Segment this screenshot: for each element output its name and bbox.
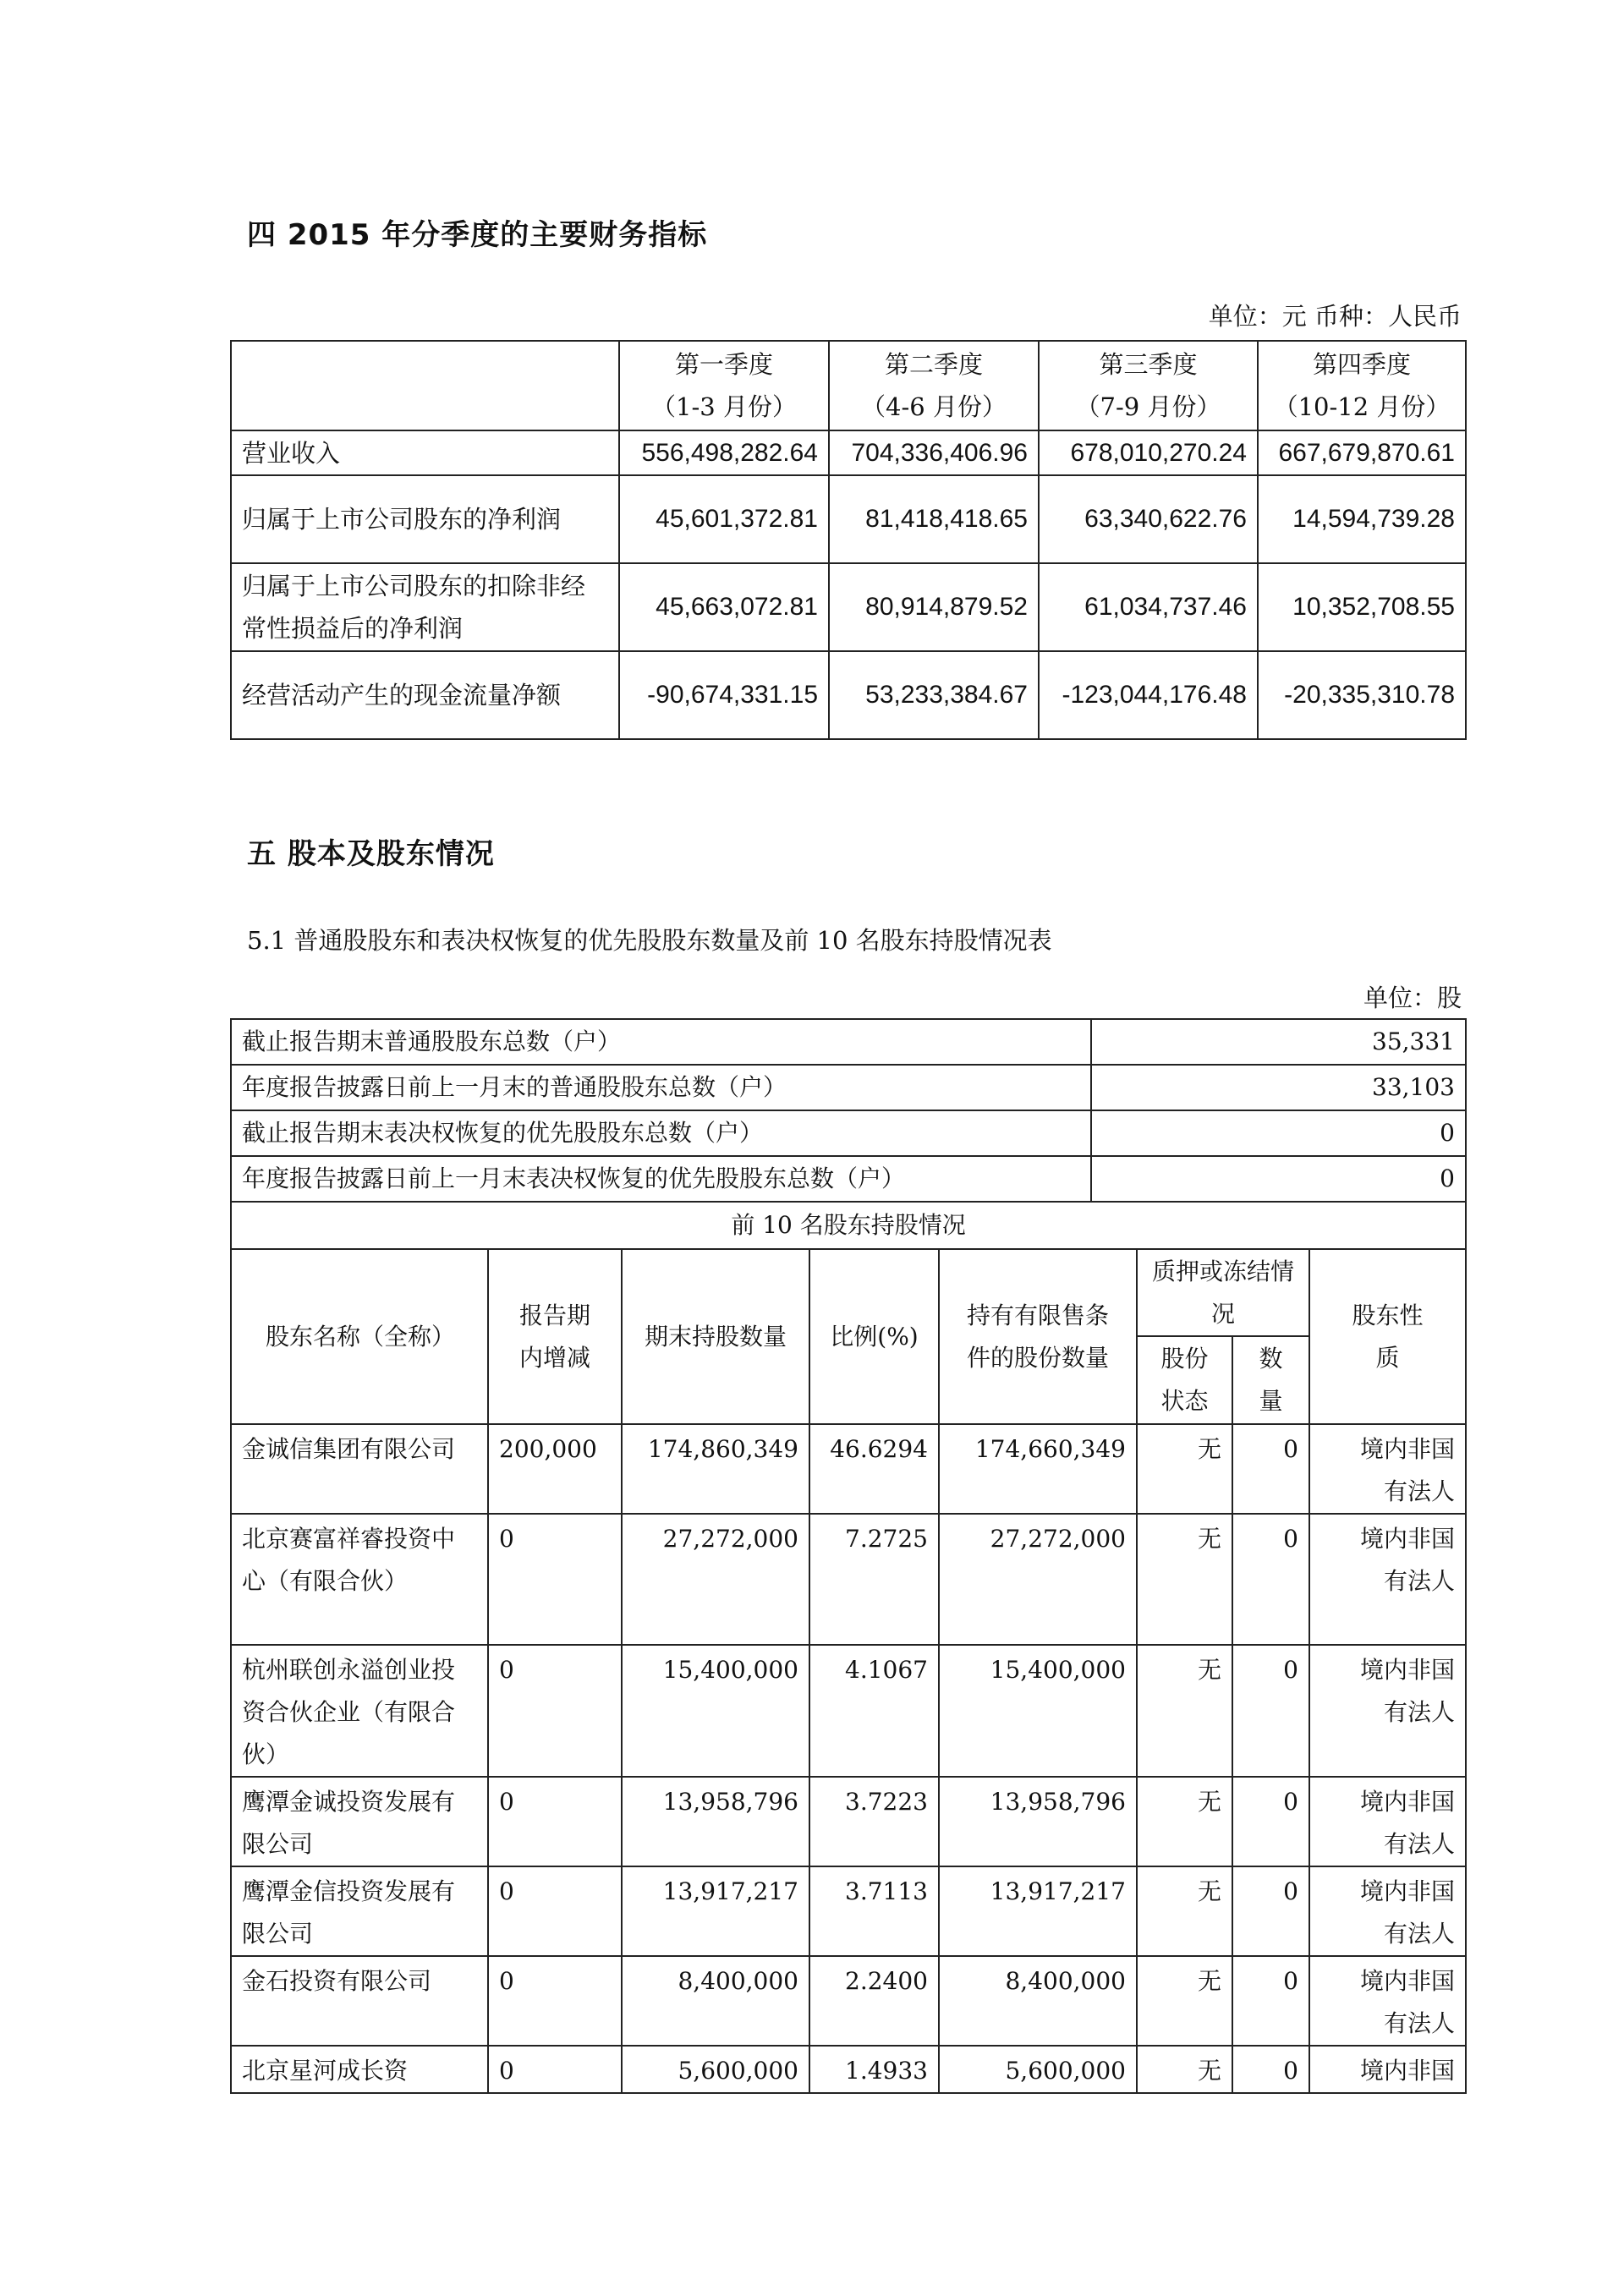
cell-value: 81,418,418.65: [829, 475, 1039, 563]
shareholder-restricted: 13,958,796: [939, 1777, 1137, 1866]
quarterly-financial-table: [230, 340, 1467, 740]
pledge-status: 无: [1137, 1777, 1232, 1866]
shareholder-change: 0: [488, 1956, 622, 2046]
pledge-qty: 0: [1232, 1514, 1309, 1645]
summary-value: 35,331: [1091, 1019, 1466, 1065]
summary-value: 0: [1091, 1110, 1466, 1156]
shareholder-nature: 境内非国有法人: [1309, 1514, 1466, 1645]
summary-label: 年度报告披露日前上一月末表决权恢复的优先股股东总数（户）: [231, 1156, 1091, 1202]
section-4-heading: 四 2015 年分季度的主要财务指标: [247, 218, 708, 252]
summary-value: 0: [1091, 1156, 1466, 1202]
shareholder-row: [231, 2046, 1466, 2093]
header-name: 股东名称（全称）: [231, 1249, 488, 1424]
row-label: 营业收入: [231, 430, 619, 475]
shareholder-restricted: 8,400,000: [939, 1956, 1137, 2046]
row-label: 归属于上市公司股东的净利润: [231, 475, 619, 563]
cell-value: 45,663,072.81: [619, 563, 829, 651]
shareholder-name: 金石投资有限公司: [231, 1956, 488, 2046]
pledge-status: 无: [1137, 1956, 1232, 2046]
pledge-status: 无: [1137, 1424, 1232, 1514]
shareholder-row: [231, 1514, 1466, 1645]
shareholder-name: 北京星河成长资: [231, 2046, 488, 2093]
shareholder-row: [231, 1424, 1466, 1514]
cell-value: 14,594,739.28: [1258, 475, 1466, 563]
shareholder-restricted: 27,272,000: [939, 1514, 1137, 1645]
shareholder-summary-table: [230, 1018, 1467, 1203]
cell-value: 61,034,737.46: [1039, 563, 1258, 651]
shareholder-name: 北京赛富祥睿投资中心（有限合伙）: [231, 1514, 488, 1645]
shareholder-ratio: 4.1067: [809, 1645, 939, 1777]
header-pledge: 质押或冻结情况: [1137, 1249, 1309, 1336]
summary-label: 截止报告期末表决权恢复的优先股股东总数（户）: [231, 1110, 1091, 1156]
cell-value: 10,352,708.55: [1258, 563, 1466, 651]
shareholder-shares: 13,958,796: [622, 1777, 809, 1866]
header-row: [231, 1249, 1466, 1336]
shareholder-row: [231, 1777, 1466, 1866]
shareholder-shares: 15,400,000: [622, 1645, 809, 1777]
cell-value: -123,044,176.48: [1039, 651, 1258, 739]
pledge-status: 无: [1137, 2046, 1232, 2093]
header-ratio: 比例(%): [809, 1249, 939, 1424]
shareholder-change: 0: [488, 1866, 622, 1956]
section-4-unit: 单位：元 币种：人民币: [1208, 302, 1462, 331]
table-row: [231, 651, 1466, 739]
shareholder-shares: 5,600,000: [622, 2046, 809, 2093]
shareholder-nature: 境内非国有法人: [1309, 1645, 1466, 1777]
shareholder-ratio: 1.4933: [809, 2046, 939, 2093]
pledge-status: 无: [1137, 1514, 1232, 1645]
shareholder-ratio: 3.7223: [809, 1777, 939, 1866]
pledge-qty: 0: [1232, 1956, 1309, 2046]
cell-value: 704,336,406.96: [829, 430, 1039, 475]
shareholder-nature: 境内非国有法人: [1309, 1777, 1466, 1866]
cell-value: 678,010,270.24: [1039, 430, 1258, 475]
table-row: [231, 1019, 1466, 1065]
header-shares: 期末持股数量: [622, 1249, 809, 1424]
shareholder-ratio: 7.2725: [809, 1514, 939, 1645]
pledge-status: 无: [1137, 1866, 1232, 1956]
shareholder-ratio: 46.6294: [809, 1424, 939, 1514]
table-row: [231, 430, 1466, 475]
shareholder-row: [231, 1866, 1466, 1956]
row-label: 归属于上市公司股东的扣除非经常性损益后的净利润: [231, 563, 619, 651]
summary-label: 年度报告披露日前上一月末的普通股股东总数（户）: [231, 1065, 1091, 1110]
section-5-heading: 五 股本及股东情况: [247, 837, 495, 871]
shareholder-ratio: 3.7113: [809, 1866, 939, 1956]
shareholder-change: 200,000: [488, 1424, 622, 1514]
shareholder-name: 鹰潭金信投资发展有限公司: [231, 1866, 488, 1956]
shareholder-restricted: 13,917,217: [939, 1866, 1137, 1956]
shareholder-name: 鹰潭金诚投资发展有限公司: [231, 1777, 488, 1866]
header-nature: 股东性质: [1309, 1249, 1466, 1424]
header-restricted: 持有有限售条件的股份数量: [939, 1249, 1137, 1424]
cell-value: 80,914,879.52: [829, 563, 1039, 651]
section-5-1-subtitle: 5.1 普通股股东和表决权恢复的优先股股东数量及前 10 名股东持股情况表: [247, 926, 1052, 955]
header-q4: 第四季度 （10-12 月份）: [1258, 341, 1466, 430]
shareholder-restricted: 5,600,000: [939, 2046, 1137, 2093]
table-header-row: [231, 341, 1466, 430]
shareholder-change: 0: [488, 1514, 622, 1645]
header-pledge-qty: 数量: [1232, 1336, 1309, 1424]
shareholder-ratio: 2.2400: [809, 1956, 939, 2046]
header-change: 报告期内增减: [488, 1249, 622, 1424]
summary-label: 截止报告期末普通股股东总数（户）: [231, 1019, 1091, 1065]
header-pledge-status: 股份状态: [1137, 1336, 1232, 1424]
section-5-unit: 单位：股: [1363, 984, 1462, 1012]
top10-title-row: [231, 1202, 1466, 1249]
top10-title: 前 10 名股东持股情况: [231, 1202, 1466, 1249]
shareholder-name: 杭州联创永溢创业投资合伙企业（有限合伙）: [231, 1645, 488, 1777]
header-q3: 第三季度 （7-9 月份）: [1039, 341, 1258, 430]
shareholder-nature: 境内非国有法人: [1309, 1956, 1466, 2046]
row-label: 经营活动产生的现金流量净额: [231, 651, 619, 739]
shareholder-shares: 174,860,349: [622, 1424, 809, 1514]
cell-value: -90,674,331.15: [619, 651, 829, 739]
shareholder-shares: 27,272,000: [622, 1514, 809, 1645]
cell-value: 45,601,372.81: [619, 475, 829, 563]
shareholder-restricted: 15,400,000: [939, 1645, 1137, 1777]
pledge-qty: 0: [1232, 1424, 1309, 1514]
cell-value: 63,340,622.76: [1039, 475, 1258, 563]
cell-value: 53,233,384.67: [829, 651, 1039, 739]
pledge-qty: 0: [1232, 2046, 1309, 2093]
shareholder-shares: 13,917,217: [622, 1866, 809, 1956]
shareholder-shares: 8,400,000: [622, 1956, 809, 2046]
shareholder-restricted: 174,660,349: [939, 1424, 1137, 1514]
pledge-qty: 0: [1232, 1777, 1309, 1866]
header-q1: 第一季度 （1-3 月份）: [619, 341, 829, 430]
table-row: [231, 563, 1466, 651]
shareholder-change: 0: [488, 2046, 622, 2093]
table-row: [231, 1156, 1466, 1202]
shareholder-nature: 境内非国: [1309, 2046, 1466, 2093]
table-row: [231, 475, 1466, 563]
cell-value: 556,498,282.64: [619, 430, 829, 475]
header-blank-cell: [231, 341, 619, 430]
shareholder-nature: 境内非国有法人: [1309, 1866, 1466, 1956]
shareholder-name: 金诚信集团有限公司: [231, 1424, 488, 1514]
pledge-qty: 0: [1232, 1645, 1309, 1777]
pledge-status: 无: [1137, 1645, 1232, 1777]
table-row: [231, 1110, 1466, 1156]
pledge-qty: 0: [1232, 1866, 1309, 1956]
shareholder-row: [231, 1645, 1466, 1777]
cell-value: 667,679,870.61: [1258, 430, 1466, 475]
summary-value: 33,103: [1091, 1065, 1466, 1110]
table-row: [231, 1065, 1466, 1110]
shareholder-row: [231, 1956, 1466, 2046]
shareholder-nature: 境内非国有法人: [1309, 1424, 1466, 1514]
header-q2: 第二季度 （4-6 月份）: [829, 341, 1039, 430]
shareholder-change: 0: [488, 1645, 622, 1777]
top10-shareholders-table: [230, 1201, 1467, 2094]
cell-value: -20,335,310.78: [1258, 651, 1466, 739]
shareholder-change: 0: [488, 1777, 622, 1866]
